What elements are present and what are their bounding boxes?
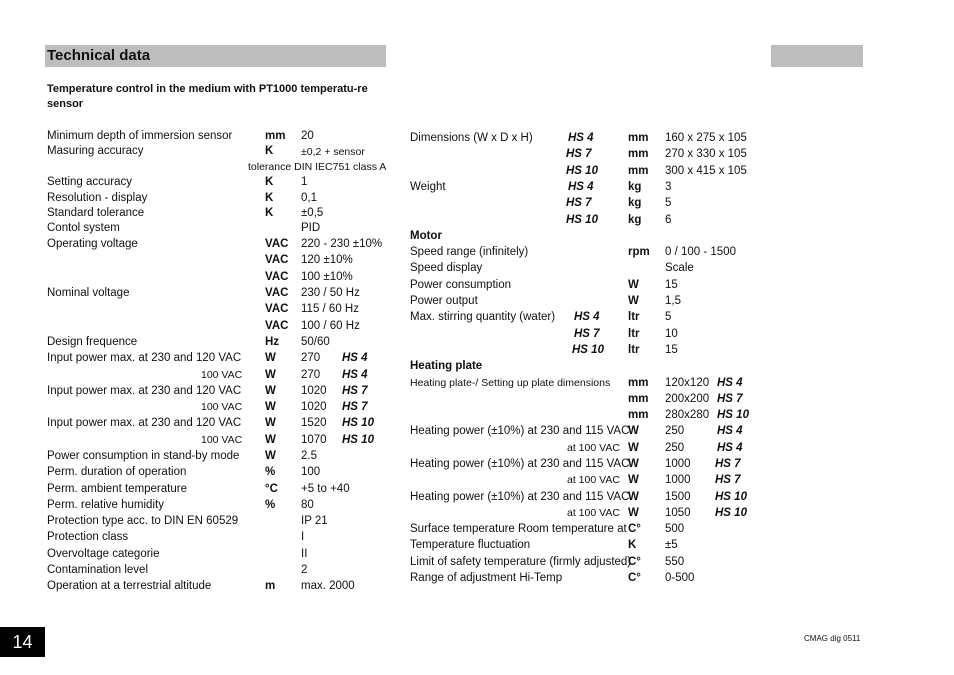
spec-value: 1000 xyxy=(665,458,691,470)
spec-value: 1500 xyxy=(665,491,691,503)
model-label: HS 10 xyxy=(566,214,598,226)
model-label: HS 10 xyxy=(715,491,747,503)
model-label: HS 10 xyxy=(717,409,749,421)
section-heading-motor: Motor xyxy=(410,230,442,242)
spec-value: 1020 xyxy=(301,385,327,397)
spec-label: Power consumption xyxy=(410,279,511,291)
spec-value: 10 xyxy=(665,328,678,340)
spec-unit: C° xyxy=(628,523,641,535)
model-label: HS 4 xyxy=(568,132,594,144)
spec-label: Design frequence xyxy=(47,336,138,348)
spec-value: 100 / 60 Hz xyxy=(301,320,360,332)
spec-value: 5 xyxy=(665,197,672,209)
spec-unit: ltr xyxy=(628,344,640,356)
spec-unit: W xyxy=(265,401,276,413)
spec-label: Heating power (±10%) at 230 and 115 VAC xyxy=(410,458,630,470)
spec-unit: kg xyxy=(628,214,642,226)
spec-unit: mm xyxy=(628,409,649,421)
model-label: HS 10 xyxy=(342,434,374,446)
model-label: HS 7 xyxy=(342,401,368,413)
spec-label: Operation at a terrestrial altitude xyxy=(47,580,212,592)
model-label: HS 4 xyxy=(717,377,743,389)
model-label: HS 4 xyxy=(342,369,368,381)
model-label: HS 10 xyxy=(715,507,747,519)
model-label: HS 7 xyxy=(715,474,741,486)
spec-unit: W xyxy=(628,425,639,437)
spec-label: Power output xyxy=(410,295,478,307)
spec-label: Heating plate-/ Setting up plate dimensions xyxy=(410,377,611,389)
spec-unit: W xyxy=(628,295,639,307)
spec-value: I xyxy=(301,531,305,543)
spec-note: tolerance DIN IEC751 class A xyxy=(248,161,387,173)
spec-value: 120 ±10% xyxy=(301,254,353,266)
section-title: Technical data xyxy=(47,47,151,64)
spec-value: 550 xyxy=(665,556,685,568)
spec-value: 270 x 330 x 105 xyxy=(665,148,747,160)
spec-unit: VAC xyxy=(265,254,289,266)
spec-unit: ltr xyxy=(628,311,640,323)
spec-unit: W xyxy=(265,352,276,364)
spec-label: Range of adjustment Hi-Temp xyxy=(410,572,563,584)
spec-value: 5 xyxy=(665,311,672,323)
spec-value: ±0,2 + sensor xyxy=(301,146,365,158)
model-label: HS 10 xyxy=(572,344,604,356)
spec-sublabel: at 100 VAC xyxy=(567,474,620,486)
spec-value: 50/60 xyxy=(301,336,330,348)
spec-value: 2 xyxy=(301,564,308,576)
spec-sublabel: 100 VAC xyxy=(201,369,243,381)
spec-value: 1,5 xyxy=(665,295,681,307)
spec-value: 15 xyxy=(665,279,678,291)
model-label: HS 4 xyxy=(574,311,600,323)
spec-unit: W xyxy=(265,434,276,446)
model-label: HS 7 xyxy=(342,385,368,397)
model-label: HS 4 xyxy=(342,352,368,364)
model-label: HS 4 xyxy=(717,442,743,454)
spec-unit: K xyxy=(265,145,274,157)
spec-unit: C° xyxy=(628,556,641,568)
spec-label: Standard tolerance xyxy=(47,207,145,219)
spec-unit: W xyxy=(265,450,276,462)
spec-unit: mm xyxy=(628,377,649,389)
spec-sublabel: at 100 VAC xyxy=(567,442,620,454)
spec-label: Perm. duration of operation xyxy=(47,466,187,478)
spec-label: Temperature fluctuation xyxy=(410,539,531,551)
spec-label: Speed display xyxy=(410,262,483,274)
spec-value: 160 x 275 x 105 xyxy=(665,132,747,144)
model-label: HS 7 xyxy=(717,393,743,405)
model-label: HS 4 xyxy=(717,425,743,437)
spec-sublabel: 100 VAC xyxy=(201,401,243,413)
spec-value: 500 xyxy=(665,523,685,535)
spec-label: Heating power (±10%) at 230 and 115 VAC xyxy=(410,491,630,503)
spec-unit: K xyxy=(628,539,637,551)
spec-unit: W xyxy=(628,279,639,291)
spec-unit: W xyxy=(265,369,276,381)
spec-unit: kg xyxy=(628,181,642,193)
spec-label: Overvoltage categorie xyxy=(47,548,160,560)
spec-label: Contamination level xyxy=(47,564,149,576)
model-label: HS 7 xyxy=(566,148,592,160)
spec-label: Power consumption in stand-by mode xyxy=(47,450,240,462)
spec-value: 270 xyxy=(301,352,321,364)
spec-unit: K xyxy=(265,192,274,204)
spec-label: Operating voltage xyxy=(47,238,138,250)
spec-label: Minimum depth of immersion sensor xyxy=(47,130,233,142)
footer-code: CMAG dig 0511 xyxy=(804,634,861,643)
spec-label: Nominal voltage xyxy=(47,287,130,299)
model-label: HS 7 xyxy=(566,197,592,209)
spec-label: Weight xyxy=(410,181,446,193)
spec-sublabel: 100 VAC xyxy=(201,434,243,446)
spec-value: 250 xyxy=(665,425,685,437)
spec-value: +5 to +40 xyxy=(301,483,350,495)
spec-value: PID xyxy=(301,222,321,234)
spec-value: 230 / 50 Hz xyxy=(301,287,360,299)
spec-value: II xyxy=(301,548,308,560)
spec-unit: mm xyxy=(628,165,649,177)
spec-value: 80 xyxy=(301,499,314,511)
spec-label: Resolution - display xyxy=(47,192,148,204)
spec-value: Scale xyxy=(665,262,694,274)
spec-label: Protection type acc. to DIN EN 60529 xyxy=(47,515,239,527)
spec-label: Limit of safety temperature (firmly adjusted) xyxy=(410,556,632,568)
spec-value: 0-500 xyxy=(665,572,695,584)
spec-unit: % xyxy=(265,466,276,478)
spec-unit: % xyxy=(265,499,276,511)
spec-value: 270 xyxy=(301,369,321,381)
spec-unit: K xyxy=(265,207,274,219)
spec-value: 280x280 xyxy=(665,409,710,421)
subtitle: Temperature control in the medium with PT1000 temperatu-re sensor xyxy=(47,83,368,110)
spec-value: 6 xyxy=(665,214,672,226)
spec-label: Perm. ambient temperature xyxy=(47,483,187,495)
page-number: 14 xyxy=(0,627,45,657)
spec-value: 1070 xyxy=(301,434,327,446)
spec-label: Setting accuracy xyxy=(47,176,133,188)
spec-unit: VAC xyxy=(265,303,289,315)
spec-unit: VAC xyxy=(265,271,289,283)
spec-unit: VAC xyxy=(265,238,289,250)
spec-value: 3 xyxy=(665,181,672,193)
spec-value: 250 xyxy=(665,442,685,454)
spec-value: 1020 xyxy=(301,401,327,413)
spec-label: Contol system xyxy=(47,222,120,234)
spec-unit: ltr xyxy=(628,328,640,340)
spec-label: Perm. relative humidity xyxy=(47,499,164,511)
spec-unit: Hz xyxy=(265,336,280,348)
spec-label: Max. stirring quantity (water) xyxy=(410,311,556,323)
spec-label: Masuring accuracy xyxy=(47,145,144,157)
model-label: HS 7 xyxy=(574,328,600,340)
spec-label: Input power max. at 230 and 120 VAC xyxy=(47,385,242,397)
model-label: HS 10 xyxy=(342,417,374,429)
spec-label: Input power max. at 230 and 120 VAC xyxy=(47,352,242,364)
spec-value: 1 xyxy=(301,176,308,188)
spec-unit: W xyxy=(265,385,276,397)
spec-value: ±5 xyxy=(665,539,678,551)
spec-value: 300 x 415 x 105 xyxy=(665,165,747,177)
spec-value: ±0,5 xyxy=(301,207,324,219)
spec-unit: VAC xyxy=(265,287,289,299)
section-heading-heating-plate: Heating plate xyxy=(410,360,483,372)
spec-unit: C° xyxy=(628,572,641,584)
spec-value: 20 xyxy=(301,130,314,142)
spec-unit: kg xyxy=(628,197,642,209)
spec-unit: VAC xyxy=(265,320,289,332)
spec-value: 200x200 xyxy=(665,393,710,405)
spec-label: Speed range (infinitely) xyxy=(410,246,529,258)
spec-value: 2.5 xyxy=(301,450,317,462)
spec-unit: °C xyxy=(265,483,278,495)
model-label: HS 7 xyxy=(715,458,741,470)
spec-value: 100 ±10% xyxy=(301,271,353,283)
spec-value: 0 / 100 - 1500 xyxy=(665,246,736,258)
model-label: HS 4 xyxy=(568,181,594,193)
spec-unit: W xyxy=(628,442,639,454)
spec-value: 1520 xyxy=(301,417,327,429)
spec-value: 15 xyxy=(665,344,678,356)
spec-value: 120x120 xyxy=(665,377,710,389)
spec-label: Dimensions (W x D x H) xyxy=(410,132,533,144)
spec-unit: mm xyxy=(628,132,649,144)
spec-value: 1000 xyxy=(665,474,691,486)
spec-unit: W xyxy=(628,458,639,470)
spec-value: 0,1 xyxy=(301,192,317,204)
header-bar-right xyxy=(771,45,863,67)
spec-unit: W xyxy=(628,491,639,503)
spec-unit: W xyxy=(628,507,639,519)
spec-label: Protection class xyxy=(47,531,129,543)
spec-value: IP 21 xyxy=(301,515,328,527)
spec-value: 1050 xyxy=(665,507,691,519)
spec-unit: mm xyxy=(628,393,649,405)
spec-value: 220 - 230 ±10% xyxy=(301,238,383,250)
spec-value: max. 2000 xyxy=(301,580,355,592)
spec-value: 115 / 60 Hz xyxy=(301,303,359,315)
spec-unit: mm xyxy=(265,130,286,142)
spec-unit: mm xyxy=(628,148,649,160)
spec-sublabel: at 100 VAC xyxy=(567,507,620,519)
spec-unit: K xyxy=(265,176,274,188)
spec-unit: rpm xyxy=(628,246,650,258)
spec-unit: W xyxy=(265,417,276,429)
spec-label: Heating power (±10%) at 230 and 115 VAC xyxy=(410,425,630,437)
spec-unit: W xyxy=(628,474,639,486)
model-label: HS 10 xyxy=(566,165,598,177)
spec-label: Surface temperature Room temperature at xyxy=(410,523,627,535)
spec-unit: m xyxy=(265,580,276,592)
spec-label: Input power max. at 230 and 120 VAC xyxy=(47,417,242,429)
spec-value: 100 xyxy=(301,466,321,478)
